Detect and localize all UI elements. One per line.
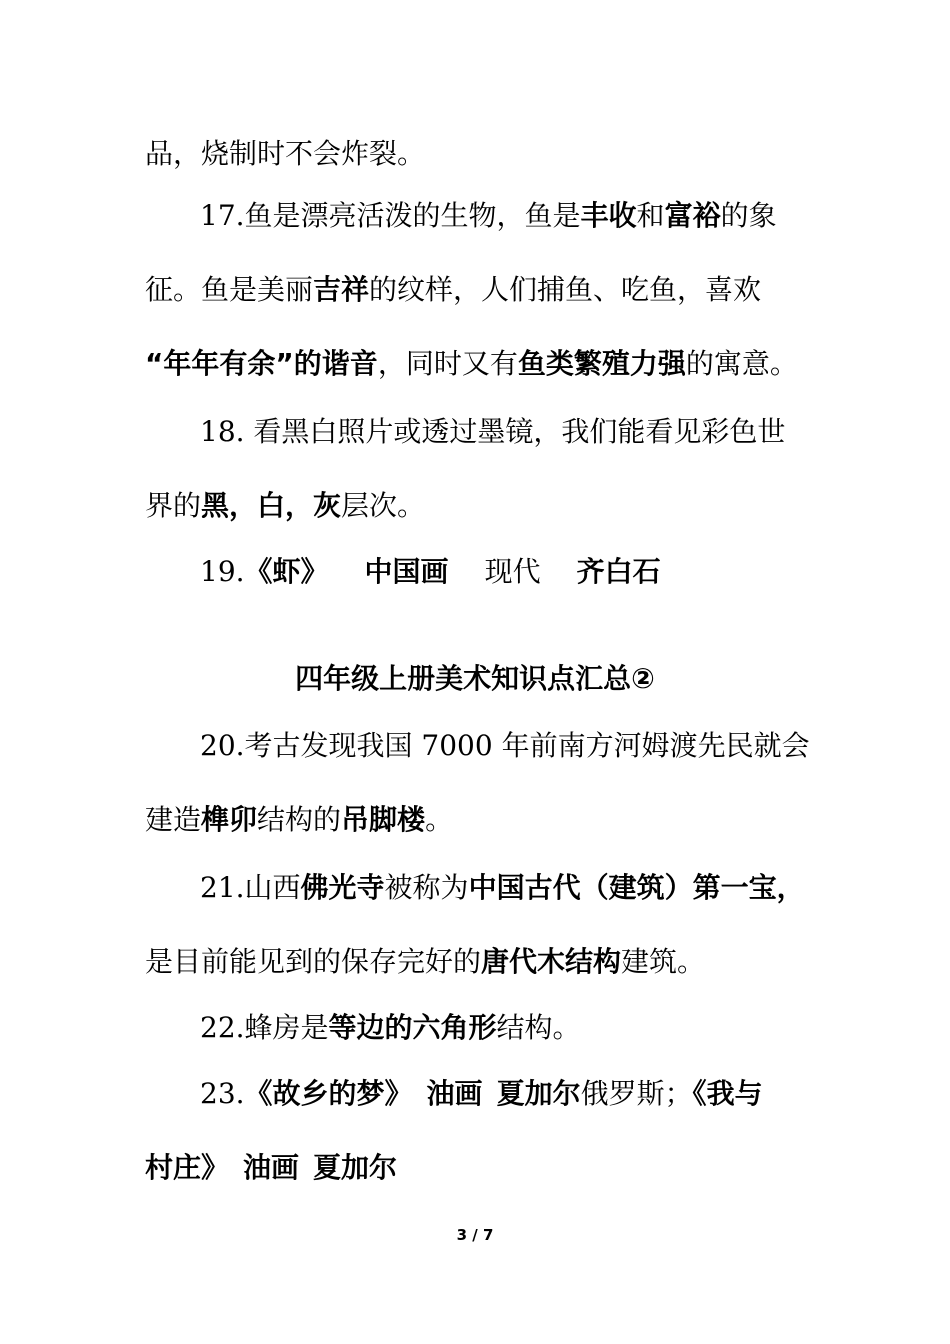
paragraph-18-line-1 [200, 412, 825, 452]
text: 结构的 [257, 803, 342, 836]
paragraph-21-line-2 [145, 942, 825, 982]
text: 23. [200, 1077, 245, 1110]
bold-text: 齐白石 [576, 555, 661, 588]
text: 界的 [145, 489, 202, 522]
bold-text: 中国古代（建筑）第一宝 [468, 871, 777, 904]
bold-text: 中国画 [364, 555, 449, 588]
bold-text: 吊脚楼 [341, 803, 426, 836]
text: 现代 [484, 555, 541, 588]
text: 22.蜂房是 [200, 1011, 329, 1044]
bold-text: 夏加尔 [496, 1077, 581, 1110]
paragraph-17-line-1 [200, 196, 825, 236]
text: 20.考古发现我国 7000 年前南方河姆渡先民就会 [200, 729, 810, 762]
bold-text: 唐代木结构 [481, 945, 622, 978]
paragraph-16-end [145, 134, 825, 174]
text: 的纹样，人们捕鱼、吃鱼，喜欢 [369, 273, 762, 306]
bold-text: 《虾》 [244, 555, 329, 588]
paragraph-17-line-3 [145, 344, 825, 384]
paragraph-20-line-1 [200, 726, 825, 766]
text: 结构。 [496, 1011, 581, 1044]
bold-text: 《故乡的梦》 [244, 1077, 413, 1110]
paragraph-21-line-1 [200, 868, 825, 908]
paragraph-23-line-1 [200, 1074, 825, 1114]
bold-text: 黑，白，灰 [201, 489, 342, 522]
text: 和 [636, 199, 665, 232]
text: 品，烧制时不会炸裂。 [145, 137, 426, 170]
text: 层次。 [341, 489, 426, 522]
paragraph-19 [200, 552, 825, 592]
paragraph-20-line-2 [145, 800, 825, 840]
text: 17.鱼是漂亮活泼的生物，鱼是 [200, 199, 581, 232]
text: 被称为 [384, 871, 469, 904]
bold-text: 吉祥 [313, 273, 370, 306]
paragraph-18-line-2 [145, 486, 825, 526]
bold-text: 榫卯 [201, 803, 258, 836]
paragraph-17-line-2 [145, 270, 825, 310]
text: 建筑。 [621, 945, 706, 978]
text: 是目前能见到的保存完好的 [145, 945, 482, 978]
section-heading: 四年级上册美术知识点汇总② [295, 662, 655, 695]
bold-text: 《我与 [692, 1077, 763, 1110]
text: 的象 [720, 199, 777, 232]
text: 征。鱼是美丽 [145, 273, 314, 306]
bold-text: 丰收 [580, 199, 637, 232]
text: 建造 [145, 803, 202, 836]
text: 19. [200, 555, 245, 588]
text: 18. 看黑白照片或透过墨镜，我们能看见彩色世 [200, 415, 786, 448]
text: 21.山西 [200, 871, 301, 904]
bold-text: 村庄》 [145, 1151, 230, 1184]
text: 。 [425, 803, 454, 836]
text: 俄罗斯； [580, 1077, 693, 1110]
paragraph-23-line-2 [145, 1148, 825, 1188]
bold-text: 夏加尔 [313, 1151, 398, 1184]
bold-text: “年年有余”的谐音 [145, 347, 378, 380]
bold-text: 油画 [426, 1077, 483, 1110]
paragraph-22 [200, 1008, 825, 1048]
page-number: 3 / 7 [456, 1226, 494, 1244]
bold-text: ， [776, 871, 805, 904]
bold-text: 等边的六角形 [328, 1011, 497, 1044]
bold-text: 富裕 [664, 199, 721, 232]
bold-text: 油画 [243, 1151, 300, 1184]
bold-text: 鱼类繁殖力强 [517, 347, 686, 380]
text: ，同时又有 [377, 347, 518, 380]
bold-text: 佛光寺 [300, 871, 385, 904]
text: 的寓意。 [685, 347, 798, 380]
